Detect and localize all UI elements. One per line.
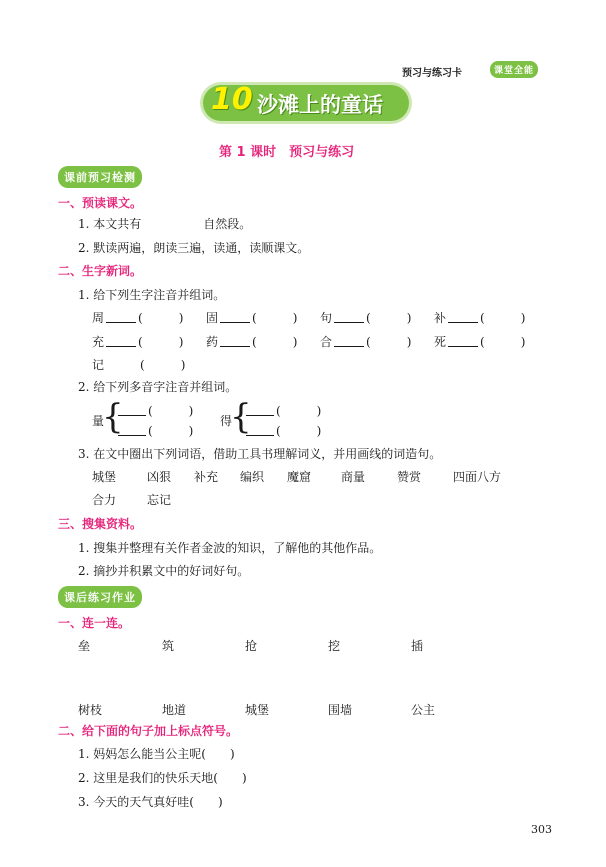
char-entry: 补 ( ) <box>434 311 526 325</box>
word: 赞赏 <box>397 470 422 484</box>
word: 商量 <box>341 470 366 484</box>
connect-top-item: 筑 <box>162 639 175 653</box>
punctuation-q2: 2. 这里是我们的快乐天地( ) <box>78 771 247 785</box>
s1-q1: 1. 本文共有 自然段。 <box>78 217 252 231</box>
char-entry: 记 ( ) <box>92 358 186 372</box>
lesson-title-banner <box>203 82 409 126</box>
connect-bottom-item: 树枝 <box>78 703 103 717</box>
connect-top-item: 抢 <box>245 639 258 653</box>
s2-q2: 2. 给下列多音字注音并组词。 <box>78 380 238 394</box>
page-number: 303 <box>531 823 552 836</box>
s1-q2: 2. 默读两遍，朗读三遍，读通，读顺课文。 <box>78 241 310 255</box>
preview-section-badge: 课前预习检测 <box>58 166 142 188</box>
s3-q1: 1. 搜集并整理有关作者金波的知识，了解他的其他作品。 <box>78 541 382 555</box>
s2-q3: 3. 在文中圈出下列词语，借助工具书理解词义，并用画线的词造句。 <box>78 447 442 461</box>
connect-bottom-item: 地道 <box>162 703 187 717</box>
connect-heading: 一、连一连。 <box>58 616 131 630</box>
connect-top-item: 插 <box>411 639 424 653</box>
char-entry: 句 ( ) <box>320 311 412 325</box>
word: 补充 <box>194 470 219 484</box>
connect-bottom-item: 公主 <box>411 703 436 717</box>
punctuation-q1: 1. 妈妈怎么能当公主呢( ) <box>78 747 235 761</box>
header-badge: 课堂全能 <box>490 61 538 78</box>
punctuation-heading: 二、给下面的句子加上标点符号。 <box>58 724 239 738</box>
char-entry: 周 ( ) <box>92 311 184 325</box>
lesson-title: 沙滩上的童话 <box>257 93 383 117</box>
char-entry: 药 ( ) <box>206 335 298 349</box>
word: 凶狠 <box>147 470 172 484</box>
s3-heading: 三、搜集资料。 <box>58 517 143 531</box>
s1-heading: 一、预读课文。 <box>58 196 143 210</box>
word: 合力 <box>92 493 117 507</box>
char-entry: 充 ( ) <box>92 335 184 349</box>
char-entry: 合 ( ) <box>320 335 412 349</box>
connect-bottom-item: 围墙 <box>328 703 353 717</box>
punctuation-q3: 3. 今天的天气真好哇( ) <box>78 795 223 809</box>
char-entry: 固 ( ) <box>206 311 298 325</box>
word: 四面八方 <box>453 470 502 484</box>
s2-heading: 二、生字新词。 <box>58 264 143 278</box>
period-title: 第 1 课时 预习与练习 <box>219 145 355 160</box>
word: 编织 <box>240 470 265 484</box>
connect-top-item: 垒 <box>78 639 91 653</box>
word: 忘记 <box>147 493 172 507</box>
s3-q2: 2. 摘抄并积累文中的好词好句。 <box>78 564 250 578</box>
after-section-badge: 课后练习作业 <box>58 586 142 608</box>
word: 城堡 <box>92 470 117 484</box>
s2-q1: 1. 给下列生字注音并组词。 <box>78 288 226 302</box>
word: 魔窟 <box>287 470 312 484</box>
connect-top-item: 挖 <box>328 639 341 653</box>
char-entry: 死 ( ) <box>434 335 526 349</box>
lesson-number: 10 <box>211 82 253 117</box>
connect-bottom-item: 城堡 <box>245 703 270 717</box>
header-label: 预习与练习卡 <box>402 68 462 79</box>
